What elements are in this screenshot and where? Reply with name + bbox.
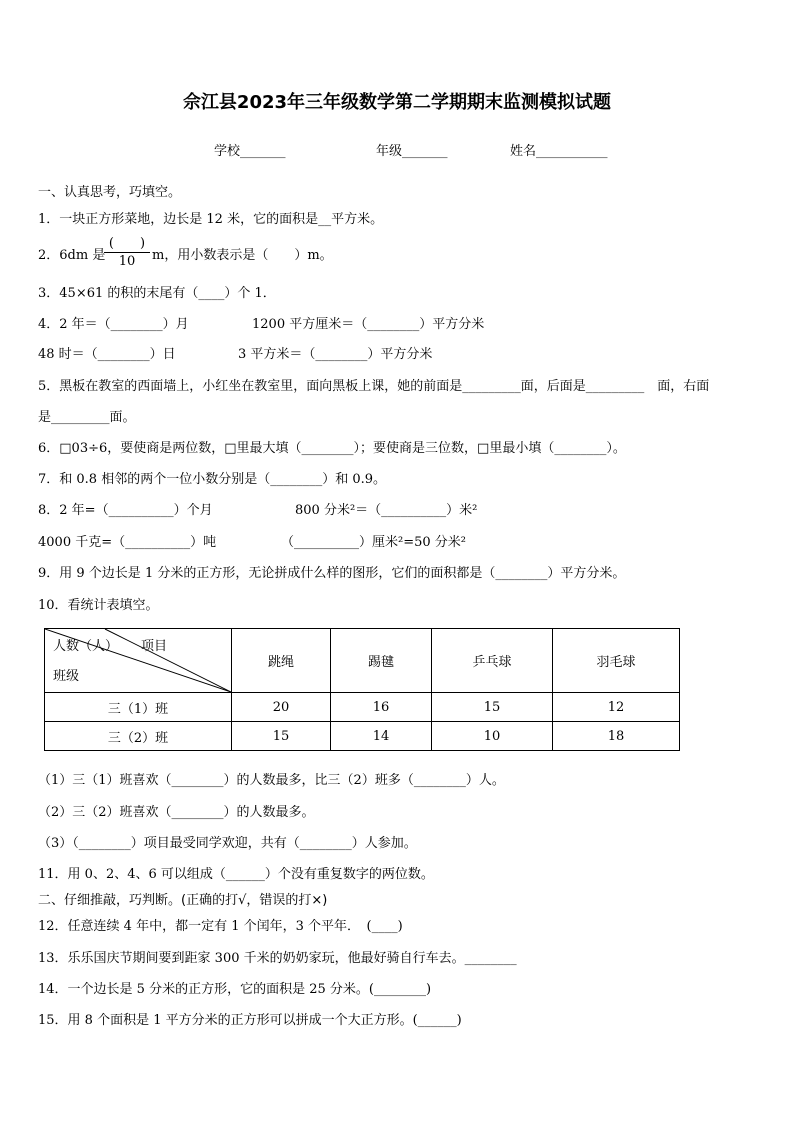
school-field: 学校_______ [214, 144, 286, 159]
fraction [104, 232, 150, 269]
question-line: 48 时＝（________）日 [38, 347, 176, 362]
table-cell: 16 [331, 693, 432, 722]
column-header: 踢毽 [331, 629, 432, 693]
column-header: 羽毛球 [553, 629, 680, 693]
question-line: 1．一块正方形菜地，边长是 12 米，它的面积是__平方米。 [38, 212, 384, 227]
table-corner-cell [45, 629, 232, 693]
corner-label-class: 班级 [53, 669, 80, 684]
table-cell: 14 [331, 722, 432, 751]
question-line: 7．和 0.8 相邻的两个一位小数分别是（________）和 0.9。 [38, 472, 387, 487]
question-line: 3．45×61 的积的末尾有（____）个 1． [38, 286, 276, 301]
column-header: 乒乓球 [432, 629, 553, 693]
table-row [45, 722, 680, 751]
section-heading: 二、仔细推敲，巧判断。(正确的打√，错误的打×) [38, 893, 328, 908]
question-line: 5．黑板在教室的西面墙上，小红坐在教室里，面向黑板上课，她的前面是_________面，后面是_________ 面，右面 [38, 379, 710, 394]
question-line: 8．2 年=（__________）个月 [38, 503, 213, 518]
question-line: 4000 千克=（__________）吨 [38, 535, 217, 550]
question-line: 13．乐乐国庆节期间要到距家 300 千米的奶奶家玩，他最好骑自行车去。________ [38, 951, 517, 966]
section-heading: 一、认真思考，巧填空。 [38, 185, 182, 200]
question-line: 15．用 8 个面积是 1 平方分米的正方形可以拼成一个大正方形。(______) [38, 1013, 462, 1028]
corner-label-people: 人数（人） [53, 639, 119, 654]
question-line: （1）三（1）班喜欢（________）的人数最多，比三（2）班多（________）人。 [38, 773, 505, 788]
row-label: 三（1）班 [45, 693, 232, 722]
question-line: （2）三（2）班喜欢（________）的人数最多。 [38, 805, 315, 820]
question-line: 4．2 年＝（________）月 [38, 317, 189, 332]
table-cell: 10 [432, 722, 553, 751]
corner-label-item: 项目 [141, 639, 168, 654]
question-line: 9．用 9 个边长是 1 分米的正方形，无论拼成什么样的图形，它们的面积都是（________）平方分米。 [38, 566, 626, 581]
table-cell: 12 [553, 693, 680, 722]
fraction-numerator: ( ) [104, 232, 150, 253]
column-header: 跳绳 [232, 629, 331, 693]
question-line: 6．□03÷6，要使商是两位数，□里最大填（________）；要使商是三位数，□里最小填（________）。 [38, 441, 626, 456]
table-cell: 20 [232, 693, 331, 722]
question-line: （3）（________）项目最受同学欢迎，共有（________）人参加。 [38, 836, 417, 851]
grade-field: 年级_______ [376, 144, 448, 159]
question-line: 3 平方米＝（________）平方分米 [238, 347, 433, 362]
question-line: 11．用 0、2、4、6 可以组成（______）个没有重复数字的两位数。 [38, 867, 434, 882]
question-line: 2．6dm 是 [38, 248, 106, 263]
name-field: 姓名___________ [510, 144, 608, 159]
question-line: m，用小数表示是（ ）m。 [152, 248, 333, 263]
question-line: 1200 平方厘米＝（________）平方分米 [252, 317, 485, 332]
question-line: 14．一个边长是 5 分米的正方形，它的面积是 25 分米。(________) [38, 982, 432, 997]
row-label: 三（2）班 [45, 722, 232, 751]
question-line: 10．看统计表填空。 [38, 598, 159, 613]
table-row [45, 693, 680, 722]
page-title: 佘江县2023年三年级数学第二学期期末监测模拟试题 [182, 92, 612, 113]
fraction-denominator: 10 [118, 254, 136, 269]
question-line: 12．任意连续 4 年中，都一定有 1 个闰年，3 个平年． (____) [38, 919, 403, 934]
stats-table [44, 628, 680, 751]
question-line: 800 分米²＝（__________）米² [295, 503, 478, 518]
question-line: 是_________面。 [38, 410, 136, 425]
table-cell: 15 [432, 693, 553, 722]
table-cell: 18 [553, 722, 680, 751]
question-line: （__________）厘米²=50 分米² [281, 535, 466, 550]
table-cell: 15 [232, 722, 331, 751]
table-header-row [45, 629, 680, 693]
